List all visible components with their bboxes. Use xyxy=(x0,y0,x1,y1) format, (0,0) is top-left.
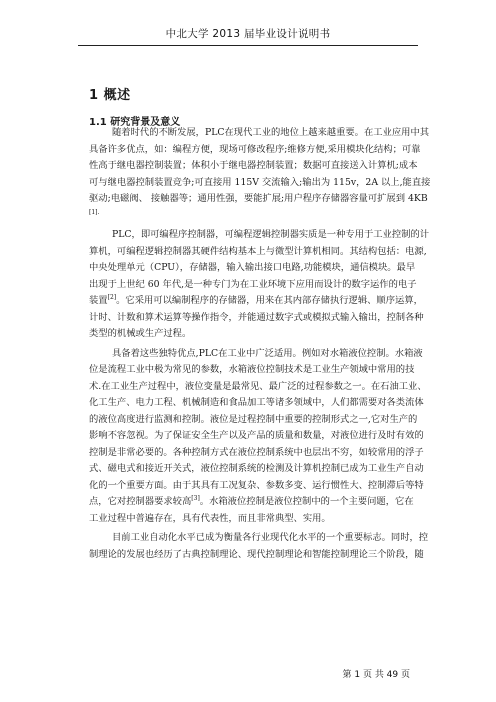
text-line: 制理论的发展也经历了古典控制理论、现代控制理论和智能控制理论三个阶段，随 xyxy=(89,548,424,560)
text-line: 工业过程中普遍存在，具有代表性，而且非常典型、实用。 xyxy=(89,512,331,524)
citation-marker: [1]. xyxy=(89,208,100,216)
text-line: 具备着这些独特优点,PLC在工业中广泛适用。例如对水箱液位控制。水箱液 xyxy=(112,347,423,359)
text-line: 术.在工业生产过程中，液位变量是最常见、最广泛的过程参数之一。在石油工业、 xyxy=(89,380,427,392)
text-line: 驱动;电磁阀、 接触器等；通用性强，要能扩展;用户程序存储器容量可扩展到 4KB xyxy=(89,193,428,204)
text-line: PLC，即可编程序控制器，可编程逻辑控制器实质是一种专用于工业控制的计 xyxy=(112,229,430,240)
page-footer: 第 1 页 共 49 页 xyxy=(342,670,410,680)
text-line: 性高于继电器控制装置；体积小于继电器控制装置；数据可直接送入计算机;成本 xyxy=(89,160,418,171)
paragraph-4 xyxy=(89,530,429,563)
text-line: 可与继电器控制装置竞争;可直接用 115V 交流输入;输出为 115v，2A 以上,能直接 xyxy=(89,176,431,188)
paragraph-2 xyxy=(89,227,430,343)
chapter-title: 1 概述 xyxy=(89,88,131,103)
text-line: 计时、计数和算术运算等操作指令，并能通过数字式或模拟式输入输出，控制各种 xyxy=(89,311,424,323)
text-line: 具备许多优点，如：编程方便，现场可修改程序;维修方便,采用模块化结构；可靠 xyxy=(89,143,421,155)
text-line: 算机，可编程逻辑控制器其硬件结构基本上与微型计算机相同。其结构包括：电源, xyxy=(89,245,427,257)
text-line: 类型的机械或生产过程。 xyxy=(89,328,192,339)
text-line: 装置[2]。它采用可以编制程序的存储器，用来在其内部存储执行逻辑、顺序运算， xyxy=(89,294,423,306)
text-line: 出现于上世纪 60 年代,是一种专门为在工业环境下应用而设计的数字运作的电子 xyxy=(89,278,417,290)
text-line: 目前工业自动化水平已成为衡量各行业现代化水平的一个重要标志。同时，控 xyxy=(112,532,429,543)
text-line: 随着时代的不断发展，PLC在现代工业的地位上越来越重要。在工业应用中其 xyxy=(112,127,430,138)
header-rule xyxy=(78,45,418,46)
body-text xyxy=(89,125,431,563)
text-line: 的液位高度进行监测和控制。液位是过程控制中重要的控制形式之一,它对生产的 xyxy=(89,413,418,425)
text-line xyxy=(89,208,407,225)
text-line: 化工生产、电力工程、机械制造和食品加工等诸多领域中，人们都需要对各类流体 xyxy=(89,397,424,408)
text-line: 影响不容忽视。为了保证安全生产以及产品的质量和数量，对液位进行及时有效的 xyxy=(89,430,424,441)
citation-marker: [2] xyxy=(107,294,117,301)
section-title: 1.1 研究背景及意义 xyxy=(89,117,181,128)
text-line: 控制是非常必要的。各种控制方式在液位控制系统中也层出不穷，如较常用的浮子 xyxy=(89,446,424,458)
text-line: 位是流程工业中极为常见的参数，水箱液位控制技术是工业生产领域中常用的技 xyxy=(89,364,415,375)
text-line: 化的一个重要方面。由于其具有工况复杂、参数多变、运行惯性大、控制滞后等特 xyxy=(89,479,424,491)
page-header: 中北大学 2013 届毕业设计说明书 xyxy=(165,28,331,40)
paragraph-1 xyxy=(89,125,431,224)
citation-marker: [3] xyxy=(191,495,200,502)
paragraph-3 xyxy=(89,346,427,528)
text-line: 点，它对控制器要求较高[3]。水箱液位控制是液位控制中的一个主要问题，它在 xyxy=(89,495,414,507)
text-line: 中央处理单元（CPU），存储器，输入输出接口电路,功能模块，通信模块。最早 xyxy=(89,262,416,273)
text-line: 式、磁电式和接近开关式，液位控制系统的检测及计算机控制已成为工业生产自动 xyxy=(89,463,424,474)
